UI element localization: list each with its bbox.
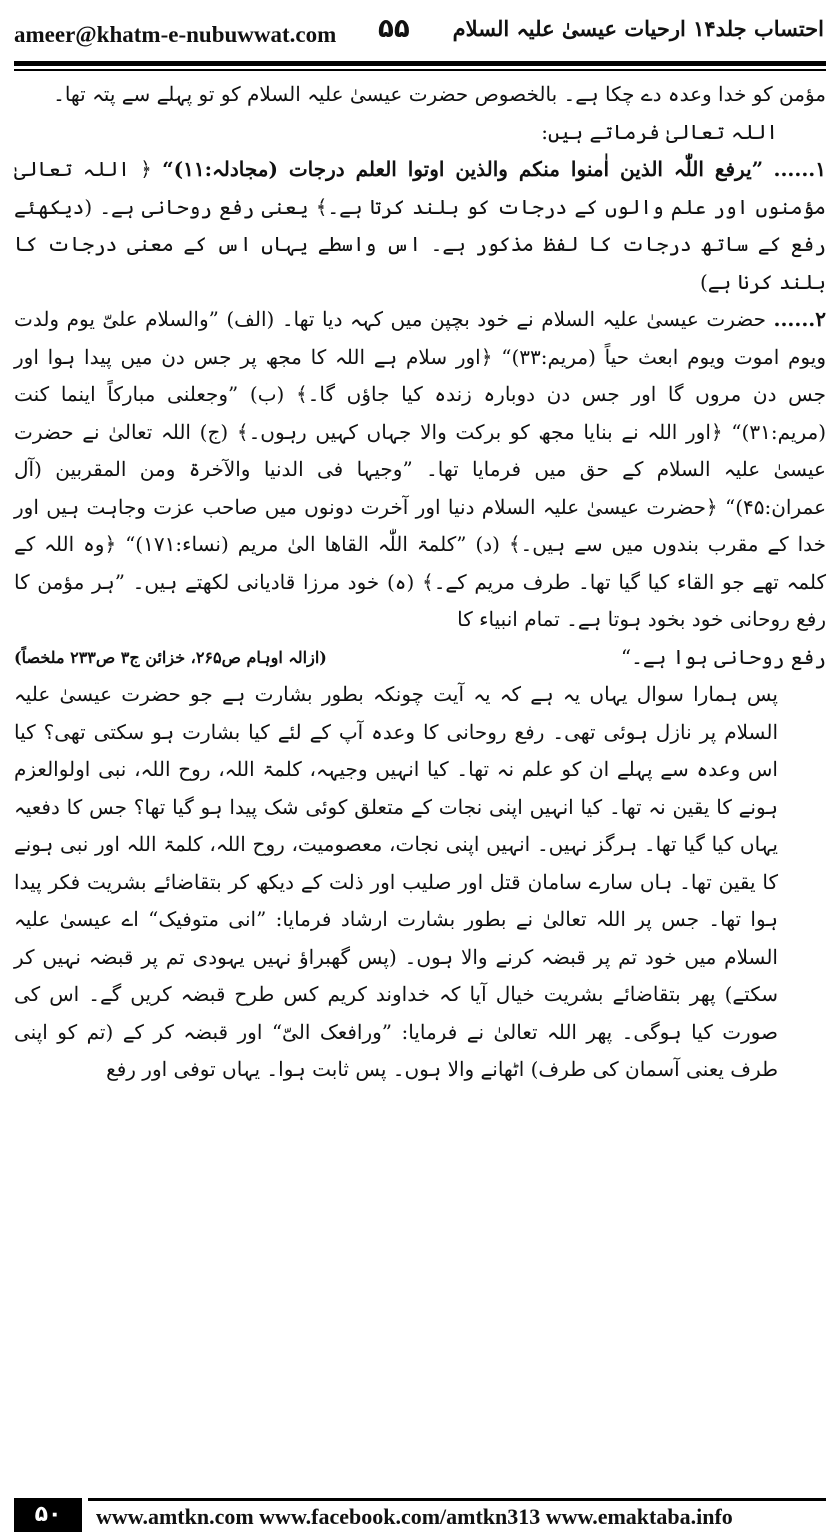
footer-page-number: ۵۰ [14, 1498, 82, 1532]
header-email: ameer@khatm-e-nubuwwat.com [14, 22, 337, 47]
paragraph-item-1 [14, 151, 826, 301]
paragraph-quote-lead: اللہ تعالیٰ فرماتے ہیں: [541, 119, 778, 144]
item-2-ending [14, 639, 826, 677]
header-rule-thick [14, 61, 826, 66]
item-1-text: ﴿ اللہ تعالیٰ مؤمنوں اور علم والوں کے درجات کو بلند کرتا ہے۔﴾ یعنی رفع روحانی ہے۔ (دیکھئے رفع کے ساتھ درجات کا لفظ مذکور ہے۔ اس واسطے یہاں اس کے معنی درجات کا بلند کرنا ہے) [14, 157, 826, 294]
paragraph-argument: پس ہمارا سوال یہاں یہ ہے کہ یہ آیت چونکہ بطور بشارت ہے جو حضرت عیسیٰ علیہ السلام پر نازل ہوئی تھی۔ رفع روحانی کا وعدہ آپ کے لئے کیا بشارت ہو سکتی تھی؟ کیا اس وعدہ سے پہلے ان کو علم نہ تھا۔ کیا انہیں وجیہہ، کلمۃ اللہ، روح اللہ، نبی اولوالعزم ہونے کا یقین نہ تھا۔ کیا انہیں اپنی نجات کے متعلق کوئی شک پیدا ہو گیا تھا؟ جس کا دفعیہ یہاں کیا گیا تھا۔ ہرگز نہیں۔ انہیں اپنی نجات، معصومیت، روح اللہ، کلمۃ اللہ اور نبی ہونے کا یقین تھا۔ ہاں سارے سامان قتل اور صلیب اور ذلت کے دیکھ کر بتقاضائے بشریت فکر پیدا ہوا تھا۔ جس پر اللہ تعالیٰ نے بطور بشارت ارشاد فرمایا: ”انی متوفیک“ اے عیسیٰ علیہ السلام میں خود تم پر قبضہ کرنے والا ہوں۔ (پس گھبراؤ نہیں یہودی تم پر قبضہ نہیں کر سکتے) پھر بتقاضائے بشریت خیال آیا کہ خداوند کریم کس طرح قبضہ کریں گے۔ اس کی صورت کیا ہوگی۔ پھر اللہ تعالیٰ نے فرمایا: ”ورافعک الیّ“ اور قبضہ کر کے (تم کو اپنی طرف یعنی آسمان کی طرف) اٹھانے والا ہوں۔ پس ثابت ہوا۔ یہاں توفی اور رفع [14, 682, 779, 1081]
footer-urls: www.amtkn.com www.facebook.com/amtkn313 www.emaktaba.info [96, 1504, 733, 1529]
page-header [0, 0, 840, 64]
item-2-reference: (ازالہ اوہام ص۲۶۵، خزائن ج۳ ص۲۳۳ ملخصاً) [14, 647, 327, 667]
item-1-arabic-verse: ”یرفع اللّٰہ الذین اٰمنوا منکم والذین اوتوا العلم درجات (مجادلہ:۱۱)“ [162, 157, 764, 181]
header-page-number: ۵۵ [378, 14, 410, 44]
item-1-number: ۱...... [773, 157, 827, 181]
header-title: احتساب جلد۱۴ ارحیات عیسیٰ علیہ السلام [452, 16, 824, 41]
header-rule-thin [14, 69, 826, 71]
item-2-number: ۲...... [773, 307, 827, 331]
page-footer [0, 1490, 840, 1540]
paragraph-item-2 [14, 301, 826, 639]
page-body [14, 76, 826, 1089]
paragraph-intro: مؤمن کو خدا وعدہ دے چکا ہے۔ بالخصوص حضرت عیسیٰ علیہ السلام کو تو پہلے سے پتہ تھا۔ [53, 82, 826, 106]
item-2-end-text: رفع روحانی ہوا ہے۔“ [620, 644, 826, 669]
item-2-text: حضرت عیسیٰ علیہ السلام نے خود بچپن میں کہہ دیا تھا۔ (الف) ”والسلام علیّ یوم ولدت ویوم اموت ویوم ابعث حیاً (مریم:۳۳)“ ﴿اور سلام ہے اللہ کا مجھ پر جس دن میں پیدا ہوا اور جس دن مروں گا اور جس دن دوبارہ زندہ کیا جاؤں گا۔﴾ (ب) ”وجعلنی مبارکاً اینما کنت (مریم:۳۱)“ ﴿اور اللہ نے بنایا مجھ کو برکت والا جہاں کہیں رہوں۔﴾ (ج) اللہ تعالیٰ نے حضرت عیسیٰ علیہ السلام کے حق میں فرمایا تھا۔ ”وجیہا فی الدنیا والآخرۃ ومن المقربین (آل عمران:۴۵)“ ﴿حضرت عیسیٰ علیہ السلام دنیا اور آخرت دونوں میں صاحب عزت وجاہت ہیں اور خدا کے مقرب بندوں میں سے ہیں۔﴾ (د) ”کلمۃ اللّٰہ القاھا الیٰ مریم (نساء:۱۷۱)“ ﴿وہ اللہ کے کلمہ تھے جو القاء کیا گیا تھا۔ طرف مریم کے۔﴾ (ہ) خود مرزا قادیانی لکھتے ہیں۔ ”ہر مؤمن کا رفع روحانی خود بخود ہوتا ہے۔ تمام انبیاء کا [14, 307, 826, 631]
